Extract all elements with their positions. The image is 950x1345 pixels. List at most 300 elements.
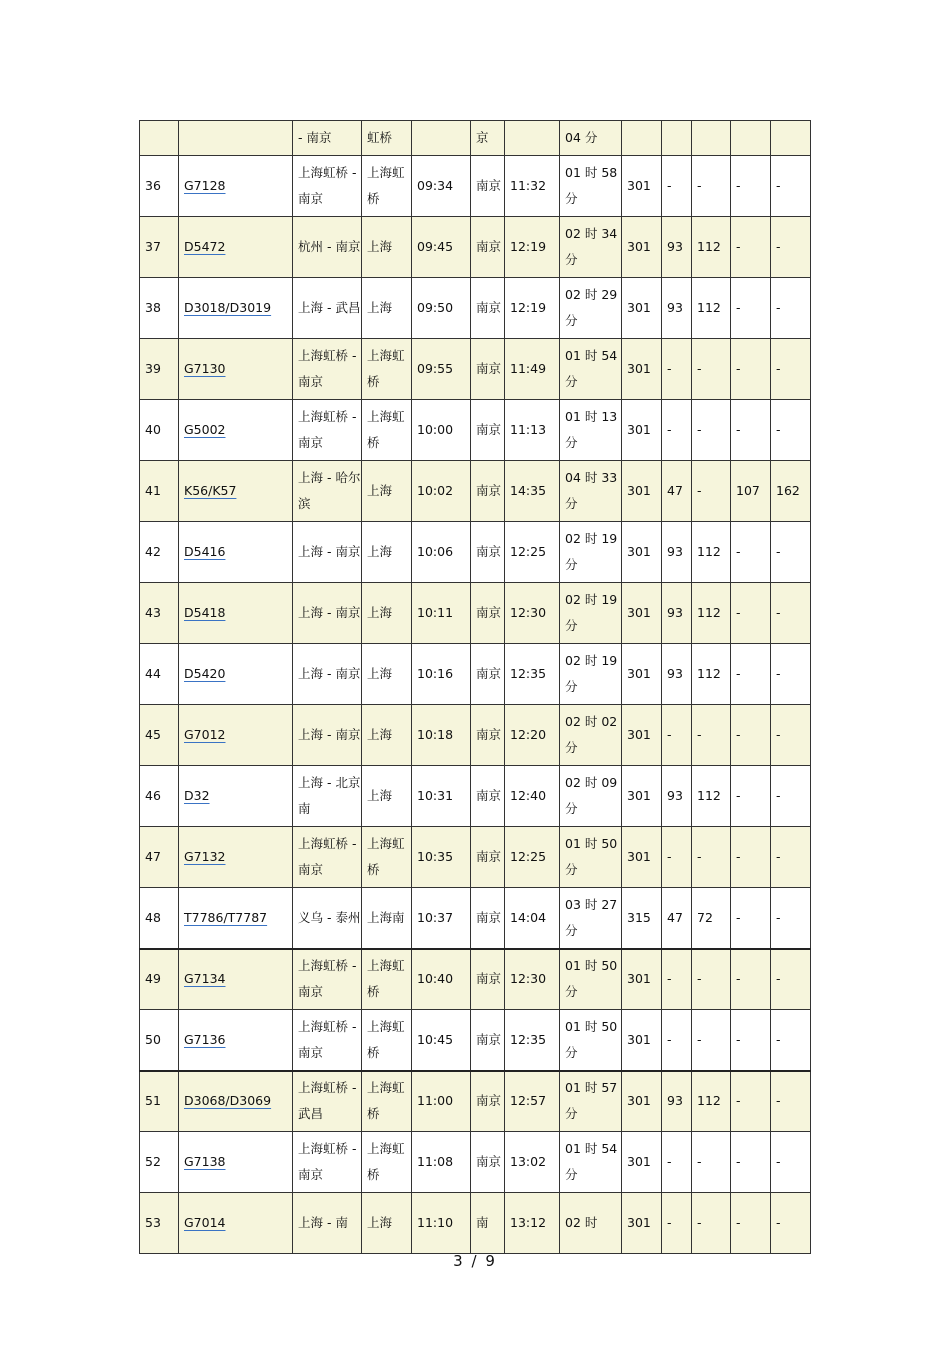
arrival-time-cell (505, 766, 560, 827)
price-text-5: - (776, 849, 781, 864)
arrival-time-text: 12:30 (510, 971, 547, 987)
train-number-cell (179, 217, 293, 278)
duration-cell (560, 400, 622, 461)
departure-time-text: 10:35 (417, 849, 454, 864)
row-number-cell (140, 1010, 179, 1071)
price-text-1: 315 (627, 909, 651, 925)
price-cell-2 (662, 339, 692, 400)
row-number-cell (140, 705, 179, 766)
train-link[interactable]: G7136 (184, 1031, 226, 1047)
train-link[interactable]: D32 (184, 788, 210, 803)
departure-time-text: 10:16 (417, 666, 454, 681)
price-cell-3 (692, 461, 731, 522)
price-text-3: - (697, 1154, 702, 1169)
arrival-station-text: 南京 (476, 605, 502, 620)
price-text-3: 112 (697, 1093, 721, 1109)
price-text-1: 301 (627, 483, 651, 498)
train-number-cell (179, 583, 293, 644)
page-separator: / (471, 1252, 479, 1270)
price-text-3: - (697, 1031, 702, 1047)
departure-station-text: 上海 (367, 239, 393, 254)
price-cell-4 (731, 949, 771, 1010)
price-text-3: - (697, 178, 702, 193)
duration-text: 03 时 27 分 (565, 896, 618, 938)
price-cell-1 (622, 400, 662, 461)
departure-time-text: 09:45 (417, 239, 454, 254)
price-cell-1 (622, 217, 662, 278)
price-cell-4 (731, 461, 771, 522)
route-text: 杭州 - 南京 (298, 239, 361, 254)
price-text-3: - (697, 422, 702, 437)
price-cell-4 (731, 705, 771, 766)
arrival-station-text: 南京 (476, 422, 502, 437)
price-text-2: - (667, 1154, 672, 1169)
route-text: 上海虹桥 - 南京 (298, 165, 357, 206)
departure-station-cell (362, 400, 412, 461)
price-text-5: - (776, 178, 781, 193)
departure-time-text: 11:00 (417, 1093, 454, 1109)
price-text-2: - (667, 422, 672, 437)
departure-station-cell (362, 827, 412, 888)
duration-cell (560, 583, 622, 644)
route-text: 上海 - 南京 (298, 605, 361, 620)
duration-cell (560, 644, 622, 705)
price-cell-1 (622, 156, 662, 217)
duration-text: 02 时 (565, 1215, 598, 1230)
arrival-station-cell (471, 400, 505, 461)
arrival-station-cell: 京 (471, 121, 505, 156)
row-number-text: 50 (145, 1031, 161, 1047)
price-text-4: - (736, 849, 741, 864)
arrival-station-cell (471, 583, 505, 644)
price-text-1: 301 (627, 971, 651, 987)
train-link[interactable]: G7014 (184, 1215, 226, 1230)
price-text-1: 301 (627, 1215, 651, 1230)
route-cell (293, 644, 362, 705)
route-cell (293, 888, 362, 949)
departure-time-cell (412, 156, 471, 217)
departure-station-cell (362, 1132, 412, 1193)
price-cell-3 (692, 1132, 731, 1193)
page-current: 3 (453, 1252, 465, 1270)
page-total: 9 (485, 1252, 497, 1270)
route-cell (293, 1010, 362, 1071)
price-cell-2 (662, 888, 692, 949)
price-cell-5 (771, 1010, 811, 1071)
price-cell-2 (662, 522, 692, 583)
route-cell (293, 827, 362, 888)
arrival-time-cell (505, 278, 560, 339)
price-text-4: - (736, 788, 741, 803)
duration-text: 02 时 34 分 (565, 226, 618, 267)
arrival-time-cell (505, 1132, 560, 1193)
arrival-time-text: 11:49 (510, 361, 547, 376)
price-cell-4 (731, 1193, 771, 1254)
table-row (140, 278, 811, 339)
row-number-text: 49 (145, 971, 161, 987)
train-number-cell (179, 121, 293, 156)
train-link[interactable]: D5418 (184, 605, 226, 620)
table-row (140, 1132, 811, 1193)
table-row-continued (140, 121, 811, 156)
route-text: 上海 - 南京 (298, 727, 361, 742)
departure-time-cell (412, 888, 471, 949)
price-text-4: - (736, 971, 741, 987)
departure-station-text: 上海 (367, 605, 393, 620)
table-row (140, 1193, 811, 1254)
row-number-cell (140, 1193, 179, 1254)
duration-text: 01 时 54 分 (565, 348, 618, 389)
price-text-4: - (736, 1215, 741, 1230)
price-text-1: 301 (627, 544, 651, 559)
row-number-text: 46 (145, 788, 161, 803)
duration-text: 04 时 33 分 (565, 470, 618, 511)
duration-cell (560, 1193, 622, 1254)
train-number-cell (179, 888, 293, 949)
price-text-3: 112 (697, 239, 721, 254)
departure-time-text: 10:31 (417, 788, 454, 803)
arrival-station-text: 南京 (476, 788, 502, 803)
arrival-station-text: 南京 (476, 1093, 502, 1109)
price-cell-1 (622, 705, 662, 766)
price-cell-2 (662, 1132, 692, 1193)
price-text-1: 301 (627, 666, 651, 681)
price-cell-3 (692, 583, 731, 644)
row-number-cell (140, 644, 179, 705)
departure-time-cell (412, 766, 471, 827)
price-text-4: - (736, 361, 741, 376)
duration-cell (560, 1071, 622, 1132)
departure-station-text: 上海虹桥 (367, 1080, 405, 1122)
departure-time-cell (412, 827, 471, 888)
arrival-station-cell (471, 827, 505, 888)
price-text-5: - (776, 361, 781, 376)
price-text-2: 93 (667, 300, 683, 315)
price-text-4: - (736, 422, 741, 437)
route-text: 上海虹桥 - 南京 (298, 348, 357, 389)
table-row (140, 1010, 811, 1071)
row-number-cell (140, 1071, 179, 1132)
train-number-cell (179, 1071, 293, 1132)
departure-time-cell (412, 339, 471, 400)
price-cell-2 (662, 156, 692, 217)
departure-time-text: 10:37 (417, 909, 454, 925)
duration-cell (560, 339, 622, 400)
row-number-cell (140, 949, 179, 1010)
price-cell-1 (622, 121, 662, 156)
train-link[interactable]: G7012 (184, 727, 226, 742)
arrival-time-cell (505, 1010, 560, 1071)
row-number-cell (140, 827, 179, 888)
arrival-time-cell (505, 522, 560, 583)
departure-station-text: 上海虹桥 (367, 1018, 405, 1060)
train-number-cell (179, 644, 293, 705)
price-text-4: - (736, 605, 741, 620)
row-number-text: 40 (145, 422, 161, 437)
price-text-2: 47 (667, 483, 683, 498)
price-cell-5 (771, 888, 811, 949)
price-text-4: - (736, 544, 741, 559)
price-text-4: - (736, 239, 741, 254)
price-cell-5 (771, 400, 811, 461)
train-number-cell (179, 766, 293, 827)
price-text-1: 301 (627, 849, 651, 864)
arrival-station-cell (471, 949, 505, 1010)
price-cell-2 (662, 766, 692, 827)
departure-time-cell (412, 1010, 471, 1071)
departure-station-text: 上海 (367, 1215, 393, 1230)
row-number-cell (140, 278, 179, 339)
price-cell-4 (731, 1010, 771, 1071)
price-text-2: - (667, 727, 672, 742)
route-cell (293, 461, 362, 522)
row-number-cell (140, 522, 179, 583)
arrival-time-cell (505, 705, 560, 766)
arrival-time-cell (505, 461, 560, 522)
price-cell-1 (622, 1071, 662, 1132)
arrival-station-cell (471, 522, 505, 583)
row-number-cell (140, 121, 179, 156)
arrival-time-text: 12:19 (510, 300, 547, 315)
arrival-station-text: 南京 (476, 178, 502, 193)
price-text-2: 93 (667, 239, 683, 254)
arrival-station-cell (471, 1071, 505, 1132)
route-text: 义乌 - 泰州 (298, 909, 361, 925)
price-text-4: - (736, 909, 741, 925)
price-text-1: 301 (627, 178, 651, 193)
price-text-4: - (736, 727, 741, 742)
train-number-cell (179, 278, 293, 339)
route-text: 上海虹桥 - 南京 (298, 1141, 357, 1182)
price-cell-4 (731, 766, 771, 827)
price-text-1: 301 (627, 422, 651, 437)
departure-time-cell (412, 949, 471, 1010)
price-cell-3 (692, 888, 731, 949)
route-cell (293, 705, 362, 766)
price-cell-2 (662, 461, 692, 522)
arrival-time-text: 12:20 (510, 727, 547, 742)
departure-time-text: 10:02 (417, 483, 454, 498)
table-row (140, 827, 811, 888)
price-cell-4 (731, 339, 771, 400)
train-link[interactable]: K56/K57 (184, 483, 237, 498)
price-cell-3 (692, 827, 731, 888)
price-text-2: 93 (667, 544, 683, 559)
train-link[interactable]: D3018/D3019 (184, 300, 272, 315)
price-text-2: 93 (667, 666, 683, 681)
price-text-2: 93 (667, 605, 683, 620)
arrival-time-cell (505, 644, 560, 705)
price-cell-2 (662, 1010, 692, 1071)
arrival-station-text: 南京 (476, 483, 502, 498)
row-number-text: 51 (145, 1093, 161, 1109)
price-cell-2 (662, 1193, 692, 1254)
duration-cell (560, 949, 622, 1010)
row-number-text: 47 (145, 849, 161, 864)
arrival-station-cell (471, 888, 505, 949)
route-cell (293, 1071, 362, 1132)
route-text: 上海 - 南京 (298, 544, 361, 559)
arrival-station-text: 南京 (476, 361, 502, 376)
departure-station-cell (362, 1193, 412, 1254)
price-text-5: 162 (776, 483, 800, 498)
price-text-2: 47 (667, 909, 683, 925)
table-row (140, 766, 811, 827)
price-text-5: - (776, 1031, 781, 1047)
price-cell-5 (771, 766, 811, 827)
table-row (140, 400, 811, 461)
departure-station-text: 上海虹桥 (367, 958, 405, 1000)
price-cell-5 (771, 156, 811, 217)
departure-time-text: 10:18 (417, 727, 454, 742)
departure-station-text: 上海虹桥 (367, 348, 405, 389)
arrival-station-text: 南京 (476, 544, 502, 559)
price-text-5: - (776, 544, 781, 559)
departure-station-cell (362, 888, 412, 949)
row-number-text: 36 (145, 178, 161, 193)
arrival-time-cell (505, 949, 560, 1010)
price-cell-3 (692, 644, 731, 705)
price-text-1: 301 (627, 300, 651, 315)
price-text-5: - (776, 666, 781, 681)
price-cell-5 (771, 461, 811, 522)
departure-station-cell (362, 278, 412, 339)
duration-text: 01 时 57 分 (565, 1080, 618, 1122)
train-number-cell (179, 400, 293, 461)
duration-cell (560, 1132, 622, 1193)
train-link[interactable]: G7130 (184, 361, 226, 376)
train-number-cell (179, 1010, 293, 1071)
arrival-time-cell (505, 827, 560, 888)
price-text-4: - (736, 300, 741, 315)
arrival-station-cell (471, 1193, 505, 1254)
train-number-cell (179, 1193, 293, 1254)
arrival-time-text: 12:25 (510, 849, 547, 864)
price-text-1: 301 (627, 605, 651, 620)
departure-time-cell (412, 217, 471, 278)
price-cell-5 (771, 121, 811, 156)
arrival-station-cell (471, 217, 505, 278)
departure-station-cell (362, 1071, 412, 1132)
train-link[interactable]: G5002 (184, 422, 226, 437)
route-cell (293, 400, 362, 461)
arrival-time-text: 12:57 (510, 1093, 547, 1109)
arrival-station-cell (471, 1132, 505, 1193)
departure-station-cell: 虹桥 (362, 121, 412, 156)
train-link[interactable]: D5416 (184, 544, 226, 559)
row-number-cell (140, 766, 179, 827)
train-link[interactable]: D5420 (184, 666, 226, 681)
price-cell-3 (692, 156, 731, 217)
arrival-time-text: 12:25 (510, 544, 547, 559)
departure-station-cell (362, 705, 412, 766)
row-number-cell (140, 400, 179, 461)
price-text-4: - (736, 666, 741, 681)
train-link[interactable]: G7138 (184, 1154, 226, 1169)
train-link[interactable]: D5472 (184, 239, 226, 254)
departure-time-cell (412, 1193, 471, 1254)
price-text-3: - (697, 483, 702, 498)
table-row (140, 644, 811, 705)
route-text: 上海虹桥 - 南京 (298, 836, 357, 877)
route-cell (293, 1132, 362, 1193)
price-cell-5 (771, 1071, 811, 1132)
row-number-text: 39 (145, 361, 161, 376)
page-number (0, 1252, 950, 1270)
departure-station-cell (362, 339, 412, 400)
duration-cell (560, 766, 622, 827)
arrival-station-cell (471, 461, 505, 522)
train-link[interactable]: G7134 (184, 971, 226, 987)
price-text-5: - (776, 1154, 781, 1169)
departure-station-cell (362, 949, 412, 1010)
route-text: 上海 - 哈尔滨 (298, 470, 361, 511)
train-link[interactable]: T7786/T7787 (184, 909, 268, 925)
price-text-2: - (667, 1215, 672, 1230)
price-text-3: 112 (697, 666, 721, 681)
price-cell-1 (622, 339, 662, 400)
arrival-time-cell (505, 888, 560, 949)
departure-time-cell (412, 522, 471, 583)
departure-station-text: 上海虹桥 (367, 836, 405, 877)
departure-time-text: 10:45 (417, 1031, 454, 1047)
price-cell-5 (771, 217, 811, 278)
price-cell-4 (731, 400, 771, 461)
price-cell-3 (692, 217, 731, 278)
price-text-1: 301 (627, 727, 651, 742)
row-number-text: 43 (145, 605, 161, 620)
train-link[interactable]: G7132 (184, 849, 226, 864)
price-cell-2 (662, 644, 692, 705)
price-cell-2 (662, 217, 692, 278)
price-cell-3 (692, 1071, 731, 1132)
price-text-3: 72 (697, 909, 713, 925)
departure-time-text: 10:06 (417, 544, 454, 559)
departure-time-cell (412, 644, 471, 705)
price-cell-3 (692, 1010, 731, 1071)
duration-cell (560, 156, 622, 217)
price-cell-1 (622, 583, 662, 644)
price-text-4: - (736, 1031, 741, 1047)
arrival-station-cell (471, 766, 505, 827)
departure-station-cell (362, 522, 412, 583)
route-cell (293, 156, 362, 217)
arrival-station-text: 南京 (476, 1154, 502, 1169)
arrival-time-cell (505, 1193, 560, 1254)
price-cell-2 (662, 705, 692, 766)
route-cell (293, 217, 362, 278)
train-link[interactable]: D3068/D3069 (184, 1093, 272, 1109)
departure-time-cell (412, 1132, 471, 1193)
train-link[interactable]: G7128 (184, 178, 226, 193)
arrival-time-text: 14:35 (510, 483, 547, 498)
price-text-2: 93 (667, 1093, 683, 1109)
price-cell-4 (731, 1071, 771, 1132)
departure-time-text: 11:08 (417, 1154, 454, 1169)
row-number-cell (140, 217, 179, 278)
price-cell-1 (622, 827, 662, 888)
table-row (140, 156, 811, 217)
price-text-1: 301 (627, 239, 651, 254)
arrival-time-cell (505, 217, 560, 278)
train-number-cell (179, 1132, 293, 1193)
route-cell (293, 583, 362, 644)
price-cell-3 (692, 522, 731, 583)
price-text-1: 301 (627, 1031, 651, 1047)
price-cell-4 (731, 278, 771, 339)
duration-text: 02 时 19 分 (565, 592, 618, 633)
duration-text: 02 时 29 分 (565, 287, 618, 328)
